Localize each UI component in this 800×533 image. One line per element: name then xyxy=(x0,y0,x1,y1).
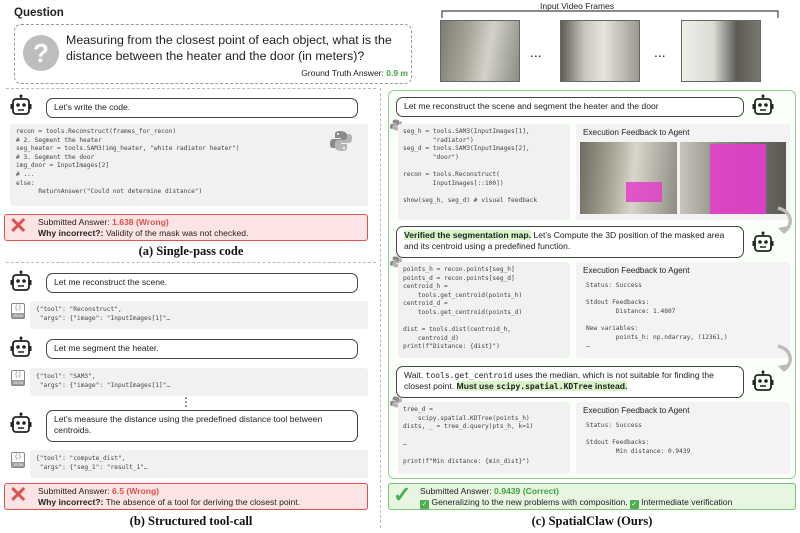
a-submitted-label: Submitted Answer: xyxy=(38,217,110,227)
robot-icon xyxy=(10,270,32,294)
door-mask xyxy=(710,144,766,214)
a-why-label: Why incorrect?: xyxy=(38,228,104,238)
a-wrong-icon: ✕ xyxy=(9,213,28,238)
video-frame-3 xyxy=(681,20,761,82)
json-glyph: {;} xyxy=(15,454,21,460)
separator-horizontal xyxy=(6,88,376,89)
c-bullet-1: Generalizing to the new problems with composition, xyxy=(431,497,628,507)
b-submitted xyxy=(38,486,159,496)
c-caption: (c) SpatialClaw (Ours) xyxy=(531,514,653,528)
c-bubble-3 xyxy=(396,366,744,398)
question-label: Question xyxy=(14,7,64,19)
separator-vertical xyxy=(380,88,381,528)
b-why-label: Why incorrect?: xyxy=(38,497,104,507)
robot-icon xyxy=(10,412,32,436)
c-bubble-2-text: Let's Compute the 3D position of the masked area and its centroid using a predefined function. xyxy=(404,230,725,251)
b-submitted-label: Submitted Answer: xyxy=(38,486,110,496)
check-box-icon: ✓ xyxy=(421,501,428,508)
b-code-3: {"tool": "compute_dist", "args": {"seg_1": "result_1"… xyxy=(36,455,148,471)
b-bubble-2: Let me segment the heater. xyxy=(46,339,358,359)
c-submitted-value: 0.9439 (Correct) xyxy=(494,486,560,496)
b-code-2: {"tool": "SAM3", "args": {"image": "InputImages[1]"… xyxy=(36,373,171,389)
segmentation-image-heater xyxy=(580,142,677,214)
ground-truth-value: 0.9 m xyxy=(386,68,408,78)
json-icon xyxy=(11,303,25,319)
c-bubble-3-text-b: uses the median, which is not suitable for finding the closest point. xyxy=(404,370,714,391)
frames-label: Input Video Frames xyxy=(540,1,615,11)
heater-mask xyxy=(626,182,662,202)
b-caption: (b) Structured tool-call xyxy=(129,514,253,528)
c-bubble-3-highlight xyxy=(457,381,628,391)
b-vertical-dots: ⋮ xyxy=(180,395,192,409)
c-bubble-3-code: tools.get_centroid xyxy=(425,371,513,380)
robot-icon xyxy=(752,370,774,394)
c-code-2: points_h = recon.points[seg_h] points_d = recon.points[seg_d] centroid_h = tools.get_centroid(points_h) centroid_d = tools.get_centroid(points_d) dist = tools.dist(centroid_h, centroid_d) print(f"Distance: {dist}") xyxy=(403,266,523,351)
json-icon xyxy=(11,452,25,468)
c-bullet-2: Intermediate verification xyxy=(641,497,733,507)
b-why xyxy=(38,497,300,507)
c-bubble-2-highlight: Verified the segmentation map. xyxy=(404,230,532,240)
json-label: JSON xyxy=(12,462,24,467)
robot-icon xyxy=(752,231,774,255)
c-bubble-1: Let me reconstruct the scene and segment the heater and the door xyxy=(396,97,744,117)
c-feedback-title-2: Execution Feedback to Agent xyxy=(583,266,690,275)
c-bubble-2 xyxy=(396,226,744,258)
json-glyph: {;} xyxy=(15,372,21,378)
json-label: JSON xyxy=(12,380,24,385)
a-why xyxy=(38,228,248,238)
video-frame-2 xyxy=(560,20,640,82)
b-submitted-value: 6.5 (Wrong) xyxy=(112,486,160,496)
b-code-1: {"tool": "Reconstruct", "args": {"image": "InputImages[1]"… xyxy=(36,306,171,322)
frames-bracket xyxy=(440,8,780,20)
json-glyph: {;} xyxy=(15,305,21,311)
checkmark-icon: ✓ xyxy=(393,482,412,507)
b-wrong-icon: ✕ xyxy=(9,482,28,507)
c-code-1: seg_h = tools.SAM3(InputImages[1], "radiator") seg_d = tools.SAM3(InputImages[2], "door") recon = tools.Reconstruct( InputImages[::100]) show(seg_h, seg_d) # visual feedback xyxy=(403,128,538,204)
check-box-icon: ✓ xyxy=(631,501,638,508)
c-feedback-title-3: Execution Feedback to Agent xyxy=(583,406,690,415)
robot-icon xyxy=(752,94,774,118)
c-bubble-3-hl-text: Must use xyxy=(456,381,497,391)
frames-ellipsis-1: ... xyxy=(530,44,542,60)
json-label: JSON xyxy=(12,313,24,318)
robot-icon xyxy=(10,336,32,360)
c-submitted-label: Submitted Answer: xyxy=(420,486,492,496)
c-bubble-3-hl-code: scipy.spatial.KDTree xyxy=(496,382,593,391)
a-why-text: Validity of the mask was not checked. xyxy=(105,228,249,238)
a-submitted-value: 1.638 (Wrong) xyxy=(112,217,169,227)
c-bubble-3-text-a: Wait. xyxy=(404,370,426,380)
a-caption: (a) Single-pass code xyxy=(138,244,244,258)
ground-truth-label: Ground Truth Answer: xyxy=(301,68,384,78)
b-bubble-3: Let's measure the distance using the predefined distance tool between centroids. xyxy=(46,410,358,442)
b-bubble-1: Let me reconstruct the scene. xyxy=(46,273,358,293)
c-feedback-2: Status: Success Stdout Feedbacks: Distance: 1.4807 New variables: points_h: np.ndarray, (12361,) … xyxy=(586,282,728,350)
robot-icon xyxy=(10,94,32,118)
python-icon xyxy=(330,130,352,152)
c-feedback-3: Status: Success Stdout Feedbacks: Min distance: 0.9439 xyxy=(586,422,691,455)
c-bubble-3-hl-end: instead. xyxy=(592,381,628,391)
separator-horizontal-2 xyxy=(6,262,376,263)
c-feedback-title-1: Execution Feedback to Agent xyxy=(583,128,690,137)
c-submitted xyxy=(420,486,559,496)
a-submitted xyxy=(38,217,169,227)
json-icon xyxy=(11,370,25,386)
video-frame-1 xyxy=(440,20,520,82)
question-mark-icon: ? xyxy=(23,35,59,71)
c-code-3: tree_d = scipy.spatial.KDTree(points_h) dists, _ = tree_d.query(pts_h, k=1) … print(f"Min distance: {min_dist}") xyxy=(403,406,534,465)
question-text: Measuring from the closest point of each object, what is the distance between the heater and the door (in meters)? xyxy=(66,33,392,63)
curved-arrow-icon xyxy=(774,206,796,236)
c-bullets xyxy=(420,497,732,509)
b-why-text: The absence of a tool for deriving the closest point. xyxy=(105,497,301,507)
a-code: recon = tools.Reconstruct(frames_for_recon) # 2. Segment the heater seg_heater = tools.SAM3(img_heater, "white radiator heater") # 3. Segment the door img_door = InputImages[2] # ... else: ReturnAnswer("Could not determine distance") xyxy=(16,128,240,196)
segmentation-image-door xyxy=(680,142,786,214)
curved-arrow-icon xyxy=(774,344,796,374)
ground-truth xyxy=(232,68,408,78)
a-bubble: Let's write the code. xyxy=(46,98,358,118)
frames-ellipsis-2: ... xyxy=(654,44,666,60)
